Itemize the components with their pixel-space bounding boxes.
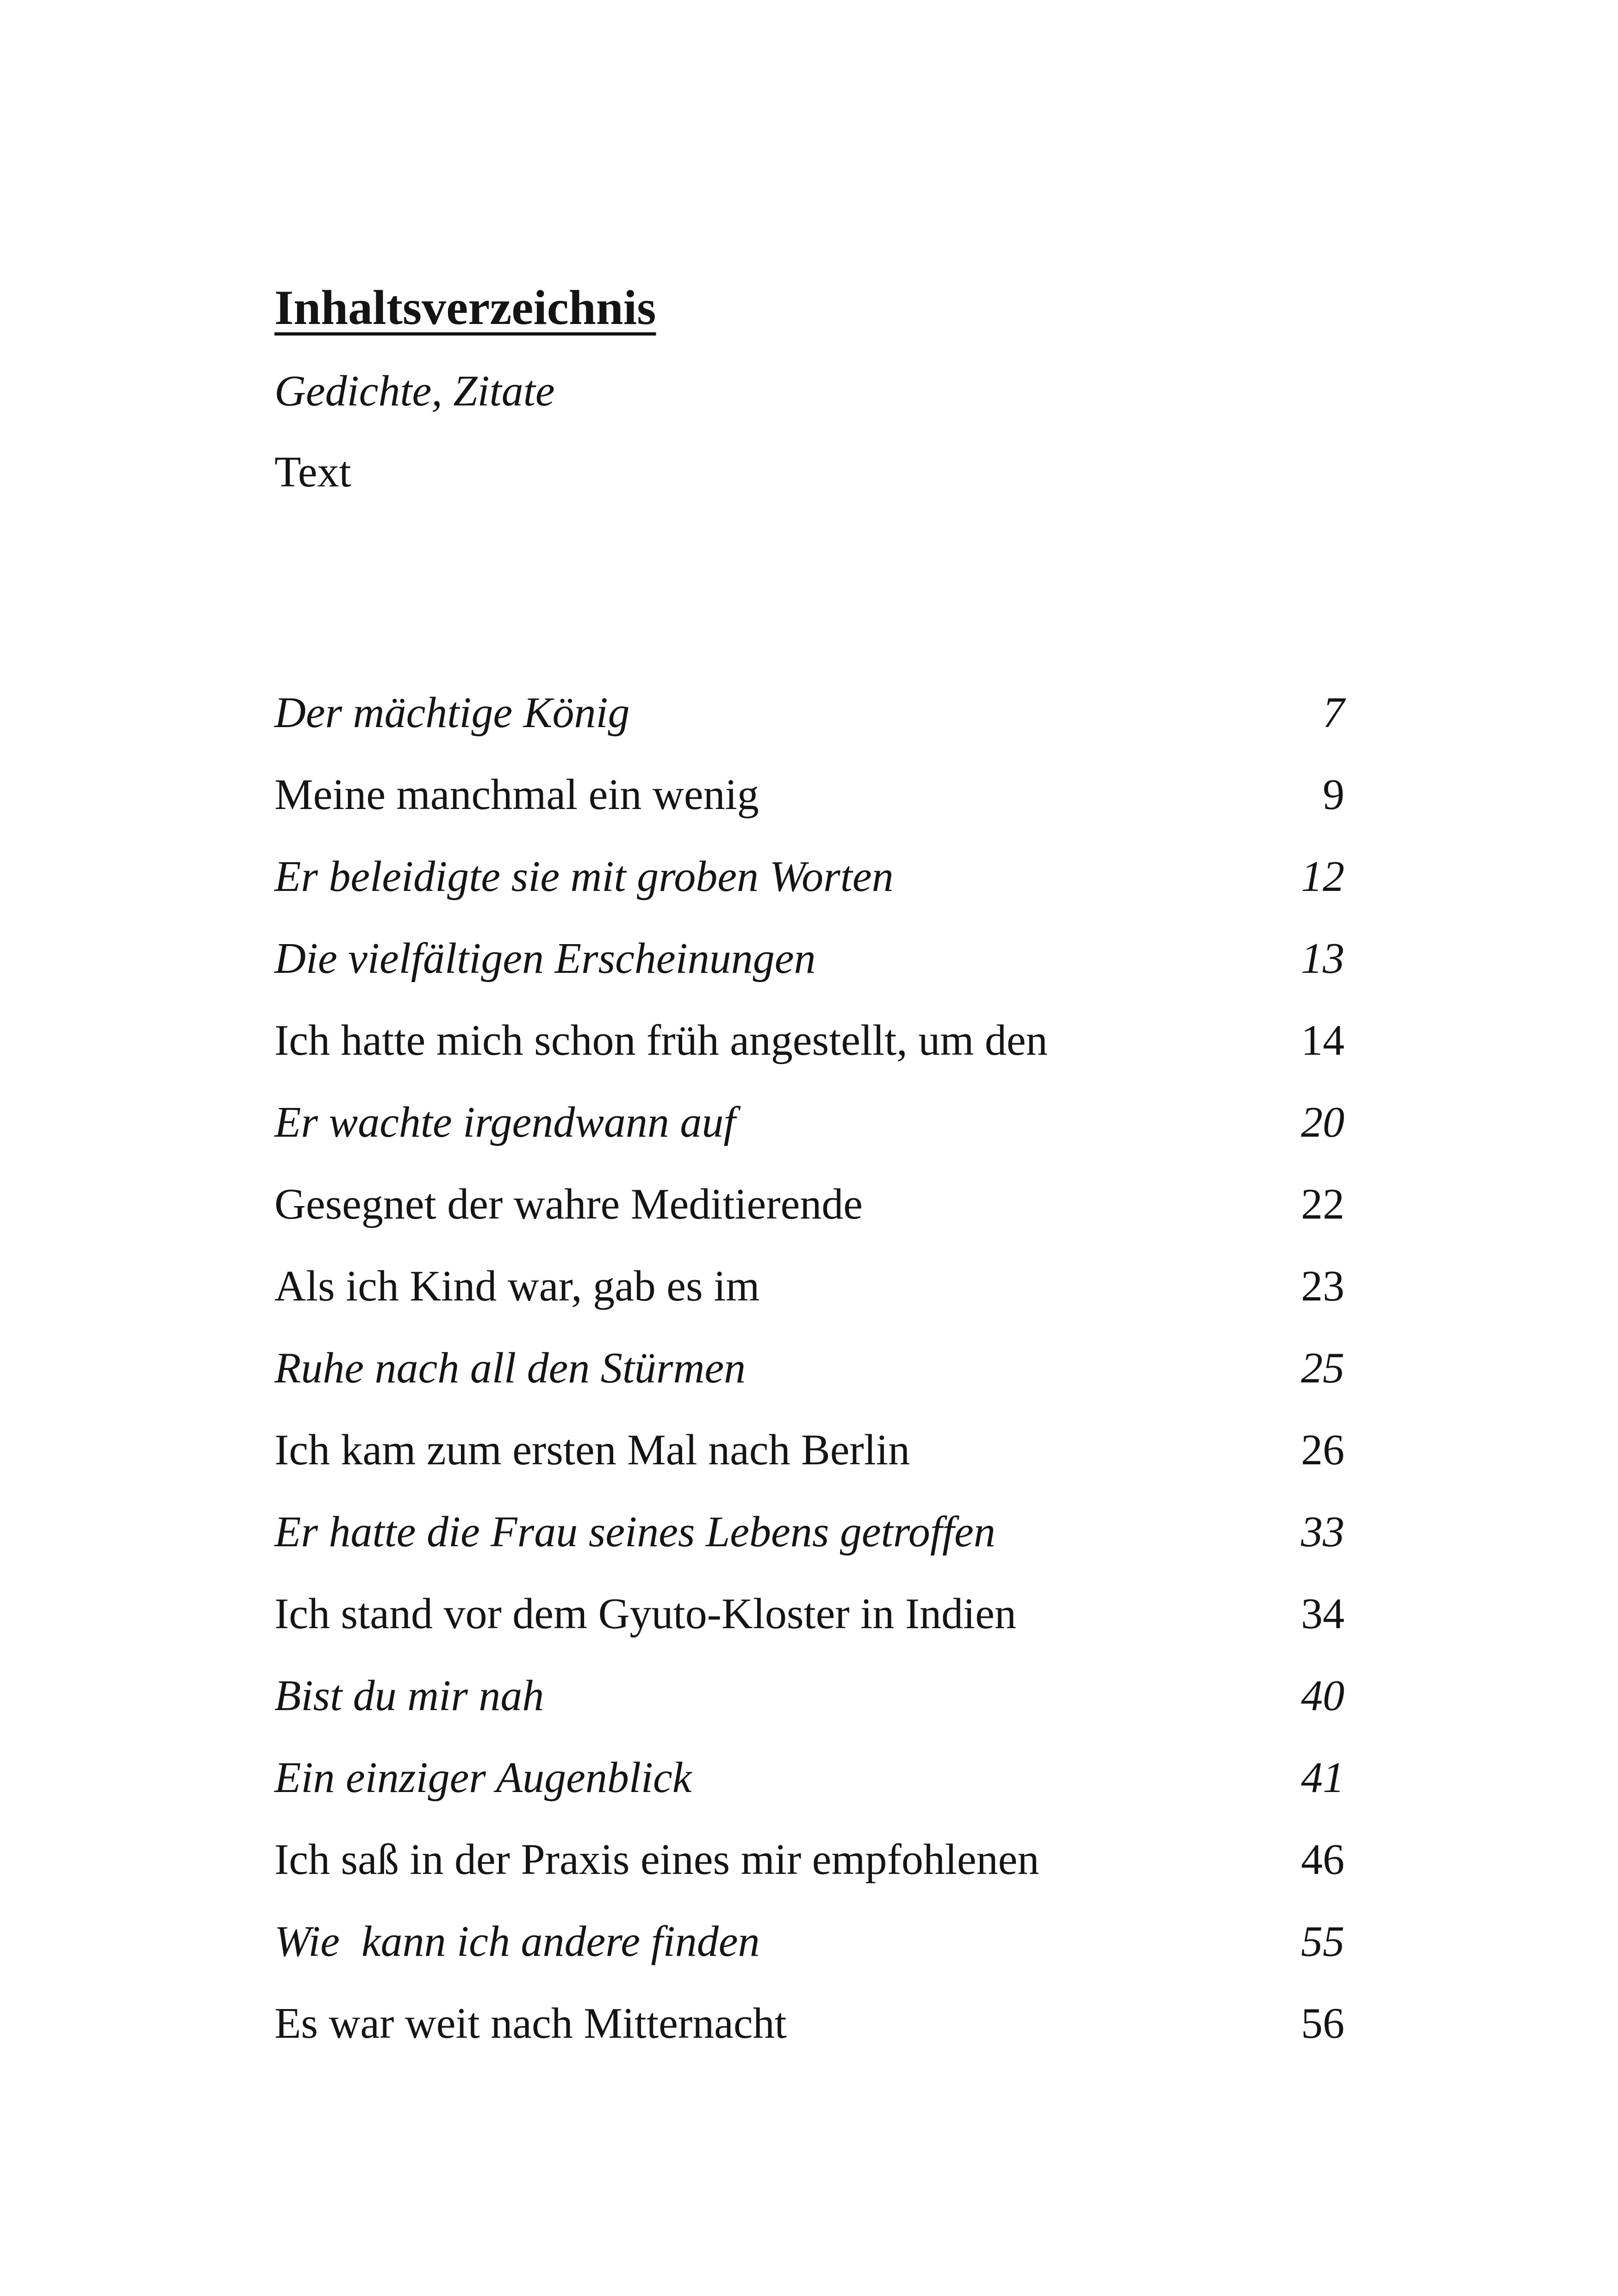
toc-entry-title: Wie kann ich andere finden [274, 1917, 760, 1966]
toc-entry-page: 22 [1301, 1180, 1344, 1228]
toc-entry [274, 1907, 1344, 1989]
toc-entry-title: Als ich Kind war, gab es im [274, 1262, 760, 1310]
toc-entry-page: 20 [1301, 1098, 1344, 1146]
toc-entry [274, 924, 1344, 1006]
legend-text: Text [274, 448, 351, 496]
toc-entry-page: 9 [1323, 771, 1344, 819]
toc-heading: Inhaltsverzeichnis [274, 280, 656, 335]
toc-entry [274, 1661, 1344, 1743]
toc-entry-page: 33 [1301, 1508, 1344, 1556]
toc-entry [274, 1497, 1344, 1579]
toc-entry-page: 26 [1301, 1426, 1344, 1474]
toc-entry [274, 1415, 1344, 1497]
toc-entry [274, 1251, 1344, 1333]
toc-entry-page: 34 [1301, 1590, 1344, 1638]
toc-entry [274, 1743, 1344, 1825]
toc-entry-title: Es war weit nach Mitternacht [274, 1999, 787, 2047]
toc-entry [274, 1170, 1344, 1251]
toc-entry-page: 13 [1301, 934, 1344, 983]
toc-entry-title: Ich stand vor dem Gyuto-Kloster in Indien [274, 1590, 1016, 1638]
toc-entry-page: 7 [1323, 689, 1344, 737]
toc-entry-page: 40 [1301, 1672, 1344, 1720]
toc-entry [274, 1006, 1344, 1088]
toc-entry-title: Meine manchmal ein wenig [274, 771, 759, 819]
toc-entry-page: 46 [1301, 1836, 1344, 1884]
toc-entry-title: Ich kam zum ersten Mal nach Berlin [274, 1426, 910, 1474]
toc-entry-page: 56 [1301, 1999, 1344, 2047]
toc-entry [274, 1579, 1344, 1661]
toc-entry [274, 1989, 1344, 2071]
toc-entry-title: Bist du mir nah [274, 1672, 544, 1720]
toc-entry-page: 55 [1301, 1917, 1344, 1966]
toc-entry [274, 1333, 1344, 1415]
toc-list [274, 678, 1344, 2071]
toc-entry-page: 25 [1301, 1344, 1344, 1392]
toc-entry [274, 760, 1344, 842]
toc-entry [274, 678, 1344, 760]
toc-entry-title: Ruhe nach all den Stürmen [274, 1344, 746, 1392]
toc-entry-title: Der mächtige König [274, 689, 630, 737]
toc-entry-title: Gesegnet der wahre Meditierende [274, 1180, 863, 1228]
toc-entry-page: 23 [1301, 1262, 1344, 1310]
toc-entry-title: Er wachte irgendwann auf [274, 1098, 736, 1146]
toc-entry-title: Er hatte die Frau seines Lebens getroffen [274, 1508, 996, 1556]
toc-entry-page: 12 [1301, 852, 1344, 901]
toc-entry [274, 1088, 1344, 1170]
toc-entry [274, 1825, 1344, 1907]
toc-entry [274, 842, 1344, 924]
toc-entry-title: Ein einziger Augenblick [274, 1754, 692, 1802]
toc-entry-page: 41 [1301, 1754, 1344, 1802]
toc-entry-title: Ich saß in der Praxis eines mir empfohlenen [274, 1836, 1039, 1884]
toc-entry-title: Die vielfältigen Erscheinungen [274, 934, 816, 983]
toc-entry-title: Er beleidigte sie mit groben Worten [274, 852, 894, 901]
legend-poems: Gedichte, Zitate [274, 367, 555, 415]
toc-entry-page: 14 [1301, 1016, 1344, 1064]
toc-entry-title: Ich hatte mich schon früh angestellt, um den [274, 1016, 1048, 1064]
